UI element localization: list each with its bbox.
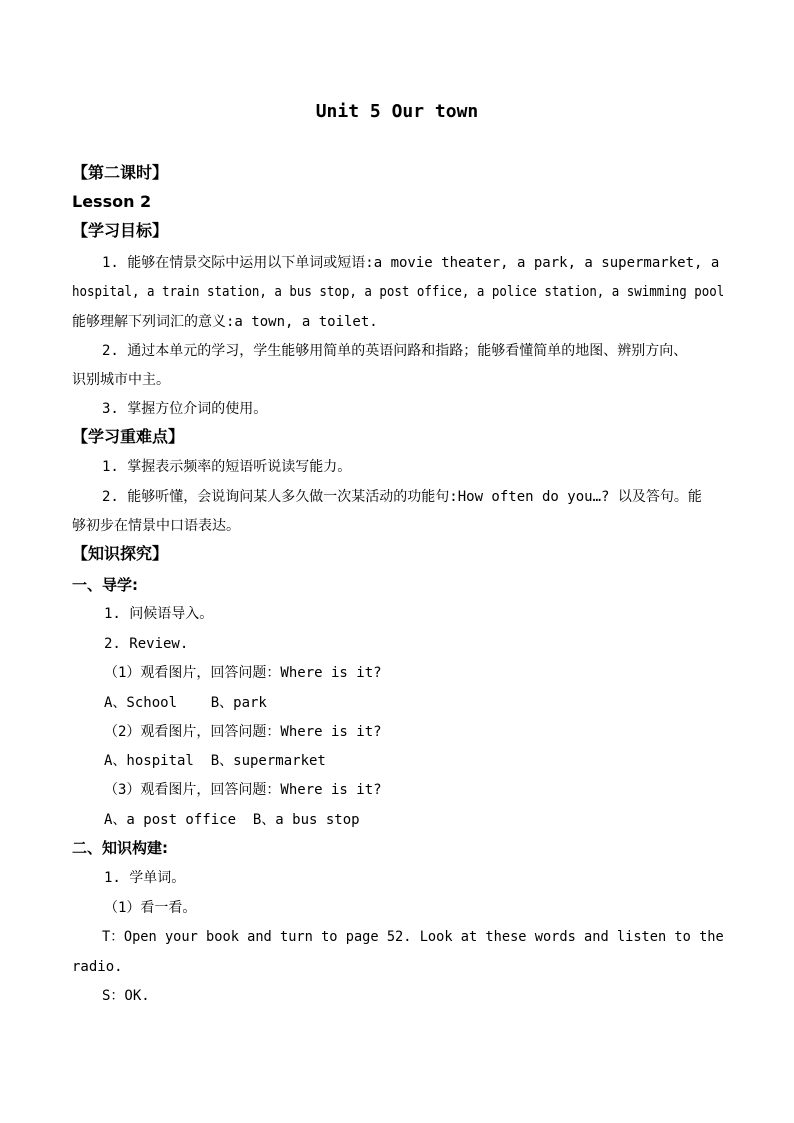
question-2-options: A、hospital B、supermarket xyxy=(104,753,326,769)
objective-2-line-1: 2. 通过本单元的学习，学生能够用简单的英语问路和指路；能够看懂简单的地图、辨别方向、 xyxy=(102,343,688,359)
guide-1: 1. 问候语导入。 xyxy=(104,606,214,622)
teacher-line-2: radio. xyxy=(72,959,123,975)
objective-2-line-2: 识别城市中主。 xyxy=(72,372,170,388)
objective-1-line-2: hospital, a train station, a bus stop, a post office, a police station, a swimming pool xyxy=(72,284,725,300)
lesson-bracket-heading: 【第二课时】 xyxy=(72,163,169,182)
key-point-2-line-2: 够初步在情景中口语表达。 xyxy=(72,518,240,534)
question-3-options: A、a post office B、a bus stop xyxy=(104,812,360,828)
part-two-heading: 二、知识构建: xyxy=(72,839,168,857)
key-points-heading: 【学习重难点】 xyxy=(72,427,185,446)
page-title: Unit 5 Our town xyxy=(315,101,479,122)
guide-2: 2. Review. xyxy=(104,636,189,652)
key-point-2-line-1: 2. 能够听懂，会说询问某人多久做一次某活动的功能句:How often do you…? 以及答句。能 xyxy=(102,489,702,505)
question-3: （3）观看图片，回答问题：Where is it? xyxy=(104,782,382,798)
lesson-name: Lesson 2 xyxy=(72,192,152,211)
build-1-sub: （1）看一看。 xyxy=(104,900,197,916)
key-point-1: 1. 掌握表示频率的短语听说读写能力。 xyxy=(102,459,352,475)
question-2: （2）观看图片，回答问题：Where is it? xyxy=(104,724,382,740)
teacher-line-1: T：Open your book and turn to page 52. Look at these words and listen to the xyxy=(102,929,724,945)
build-1: 1. 学单词。 xyxy=(104,870,186,886)
part-one-heading: 一、导学: xyxy=(72,576,138,594)
objectives-heading: 【学习目标】 xyxy=(72,221,169,240)
student-line: S：OK. xyxy=(102,988,150,1004)
question-1-options: A、School B、park xyxy=(104,695,267,711)
objective-1-line-3: 能够理解下列词汇的意义:a town, a toilet. xyxy=(72,314,378,330)
question-1: （1）观看图片，回答问题：Where is it? xyxy=(104,665,382,681)
objective-3: 3. 掌握方位介词的使用。 xyxy=(102,401,268,417)
objective-1-line-1: 1. 能够在情景交际中运用以下单词或短语:a movie theater, a park, a supermarket, a xyxy=(102,255,720,271)
exploration-heading: 【知识探究】 xyxy=(72,544,169,563)
